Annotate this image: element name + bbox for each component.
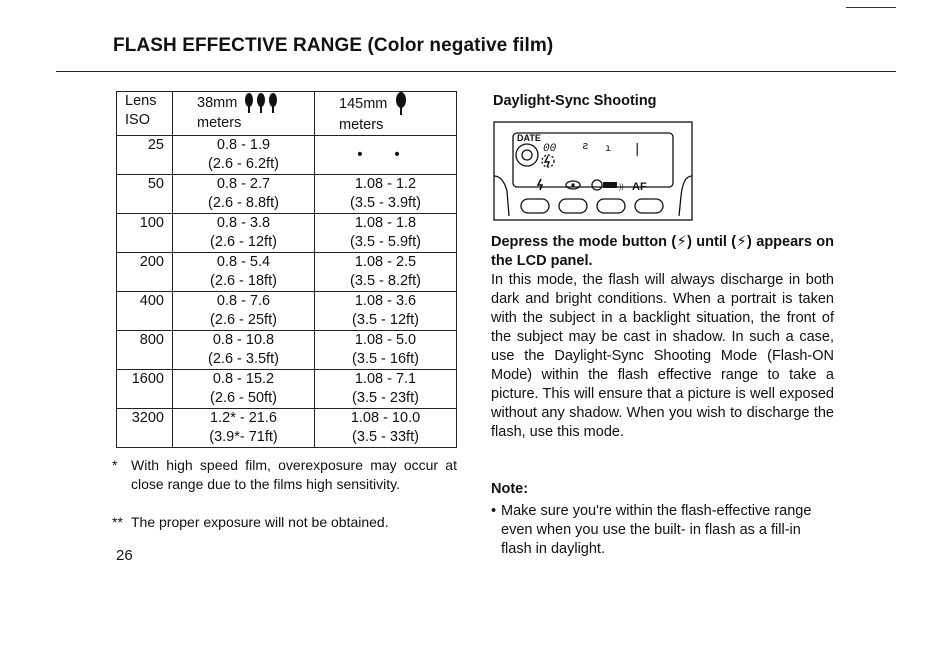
wide-feet: (2.6 - 18ft): [210, 273, 277, 289]
date-dial-icon: [516, 144, 538, 166]
iso-cell: 3200: [117, 409, 173, 448]
page-title: FLASH EFFECTIVE RANGE (Color negative film): [113, 35, 554, 56]
self-timer-icon: [592, 180, 602, 190]
tele-meters: 1.08 - 5.0: [354, 332, 417, 348]
table-row: [117, 175, 457, 214]
wide-range-cell: [173, 331, 315, 370]
table-row: [117, 370, 457, 409]
lcd-panel-illustration: [493, 121, 693, 221]
iso-cell: 200: [117, 253, 173, 292]
footnote-mark: *: [112, 457, 118, 473]
battery-icon: [603, 182, 617, 188]
footnote-mark: **: [112, 514, 123, 530]
footnote-high-speed: [112, 456, 457, 494]
note-heading: Note:: [491, 481, 529, 497]
wide-meters: 0.8 - 7.6: [216, 293, 271, 309]
tele-feet: (3.5 - 8.2ft): [350, 273, 421, 289]
tele-feet: (3.5 - 3.9ft): [350, 195, 421, 211]
table-row: [117, 214, 457, 253]
iso-cell: 800: [117, 331, 173, 370]
wide-meters: 0.8 - 2.7: [216, 176, 271, 192]
wide-feet: (2.6 - 6.2ft): [208, 156, 279, 172]
frame-counter: 00: [543, 143, 557, 155]
table-header-row: [117, 92, 457, 136]
remote-signal-icon: )): [619, 184, 624, 191]
footnote-text: With high speed film, overexposure may occur at close range due to the films high sensitivity.: [131, 457, 457, 492]
date-label: DATE: [517, 133, 541, 143]
panel-left-curve: [494, 176, 509, 216]
tele-meters: 1.08 - 1.8: [354, 215, 417, 231]
instruction-block: [491, 233, 834, 442]
body-text: In this mode, the flash will always discharge in both dark and bright conditions. When a portrait is taken with the subject in a backlight situation, the front of the subject may be cast in shadow. In such a case, use the Daylight-Sync Shooting Mode (Flash-ON Mode) within the flash effective range to take a picture. This will ensure that a picture is well exposed without any shadow. When you wish to discharge the flash, use this mode.: [491, 272, 834, 440]
af-label: AF: [632, 181, 647, 193]
tele-range-cell: [315, 175, 457, 214]
wide-angle-trees-icon: [243, 92, 281, 114]
tele-range-cell: [315, 292, 457, 331]
wide-meters: 0.8 - 15.2: [212, 371, 275, 387]
footnote-proper-exposure: [112, 513, 457, 532]
table-row: [117, 292, 457, 331]
tele-range-cell: [315, 253, 457, 292]
wide-feet: (3.9*- 71ft): [209, 429, 278, 445]
wide-range-cell: [173, 175, 315, 214]
wide-feet: (2.6 - 25ft): [210, 312, 277, 328]
table-row: [117, 136, 457, 175]
panel-right-curve: [679, 176, 692, 216]
tele-range-cell: [315, 214, 457, 253]
table-row: [117, 253, 457, 292]
tele-feet: (3.5 - 12ft): [352, 312, 419, 328]
flash-lcd-icon: [545, 156, 549, 167]
header-lens: Lens: [125, 93, 157, 109]
control-button-2: [559, 199, 587, 213]
iso-cell: 100: [117, 214, 173, 253]
lcd-segment-3: |: [633, 142, 642, 158]
iso-cell: 1600: [117, 370, 173, 409]
flash-range-table: [116, 91, 457, 448]
wide-meters: 0.8 - 5.4: [216, 254, 271, 270]
section-heading: Daylight-Sync Shooting: [493, 93, 657, 109]
wide-range-cell: [173, 136, 315, 175]
tele-meters: 1.08 - 10.0: [350, 410, 421, 426]
note-item: [491, 502, 834, 559]
instruction-text: Depress the mode button (⚡) until (⚡) appears on the LCD panel.: [491, 234, 834, 269]
lcd-segment-2: ı: [605, 144, 612, 155]
footnote-text: The proper exposure will not be obtained.: [131, 514, 389, 530]
table-row: [117, 331, 457, 370]
tele-range-cell: [315, 331, 457, 370]
page-number: 26: [116, 547, 133, 564]
note-bullet: •: [491, 503, 497, 519]
header-145mm-unit: meters: [339, 117, 384, 133]
tele-range-cell: [315, 136, 457, 175]
tele-range-cell: [315, 409, 457, 448]
header-38mm-unit: meters: [197, 115, 242, 131]
note-text: Make sure you're within the flash-effective range even when you use the built- in flash as a fill-in flash in daylight.: [501, 503, 812, 557]
tele-meters: 1.08 - 1.2: [354, 176, 417, 192]
tele-feet: (3.5 - 33ft): [352, 429, 419, 445]
wide-meters: 1.2* - 21.6: [210, 410, 277, 426]
tele-feet: (3.5 - 16ft): [352, 351, 419, 367]
header-145mm-label: 145mm: [339, 95, 388, 112]
top-rule: [846, 7, 896, 8]
iso-cell: 25: [117, 136, 173, 175]
wide-feet: (2.6 - 8.8ft): [208, 195, 279, 211]
iso-cell: 400: [117, 292, 173, 331]
tele-meters: 1.08 - 7.1: [354, 371, 417, 387]
wide-feet: (2.6 - 50ft): [210, 390, 277, 406]
iso-cell: 50: [117, 175, 173, 214]
wide-meters: 0.8 - 1.9: [216, 137, 271, 153]
tele-feet: (3.5 - 23ft): [352, 390, 419, 406]
wide-meters: 0.8 - 10.8: [212, 332, 275, 348]
header-38mm-label: 38mm: [197, 94, 238, 111]
control-button-3: [597, 199, 625, 213]
telephoto-tree-icon: [393, 92, 409, 116]
wide-range-cell: [173, 370, 315, 409]
control-button-1: [521, 199, 549, 213]
tele-meters: 1.08 - 2.5: [354, 254, 417, 270]
header-145mm: [315, 92, 457, 136]
wide-range-cell: [173, 409, 315, 448]
tele-feet: (3.5 - 5.9ft): [350, 234, 421, 250]
header-iso: ISO: [125, 112, 150, 128]
wide-range-cell: [173, 253, 315, 292]
tele-meters: 1.08 - 3.6: [354, 293, 417, 309]
control-button-4: [635, 199, 663, 213]
flash-mode-icon: [538, 179, 542, 190]
title-divider: [56, 71, 896, 72]
header-lens-iso: [117, 92, 173, 136]
wide-range-cell: [173, 292, 315, 331]
wide-feet: (2.6 - 12ft): [210, 234, 277, 250]
tele-not-available-marks: • •: [357, 147, 414, 163]
table-row: [117, 409, 457, 448]
wide-feet: (2.6 - 3.5ft): [208, 351, 279, 367]
header-38mm: [173, 92, 315, 136]
lcd-segment-1: ƨ: [582, 141, 589, 153]
wide-meters: 0.8 - 3.8: [216, 215, 271, 231]
wide-range-cell: [173, 214, 315, 253]
tele-range-cell: [315, 370, 457, 409]
